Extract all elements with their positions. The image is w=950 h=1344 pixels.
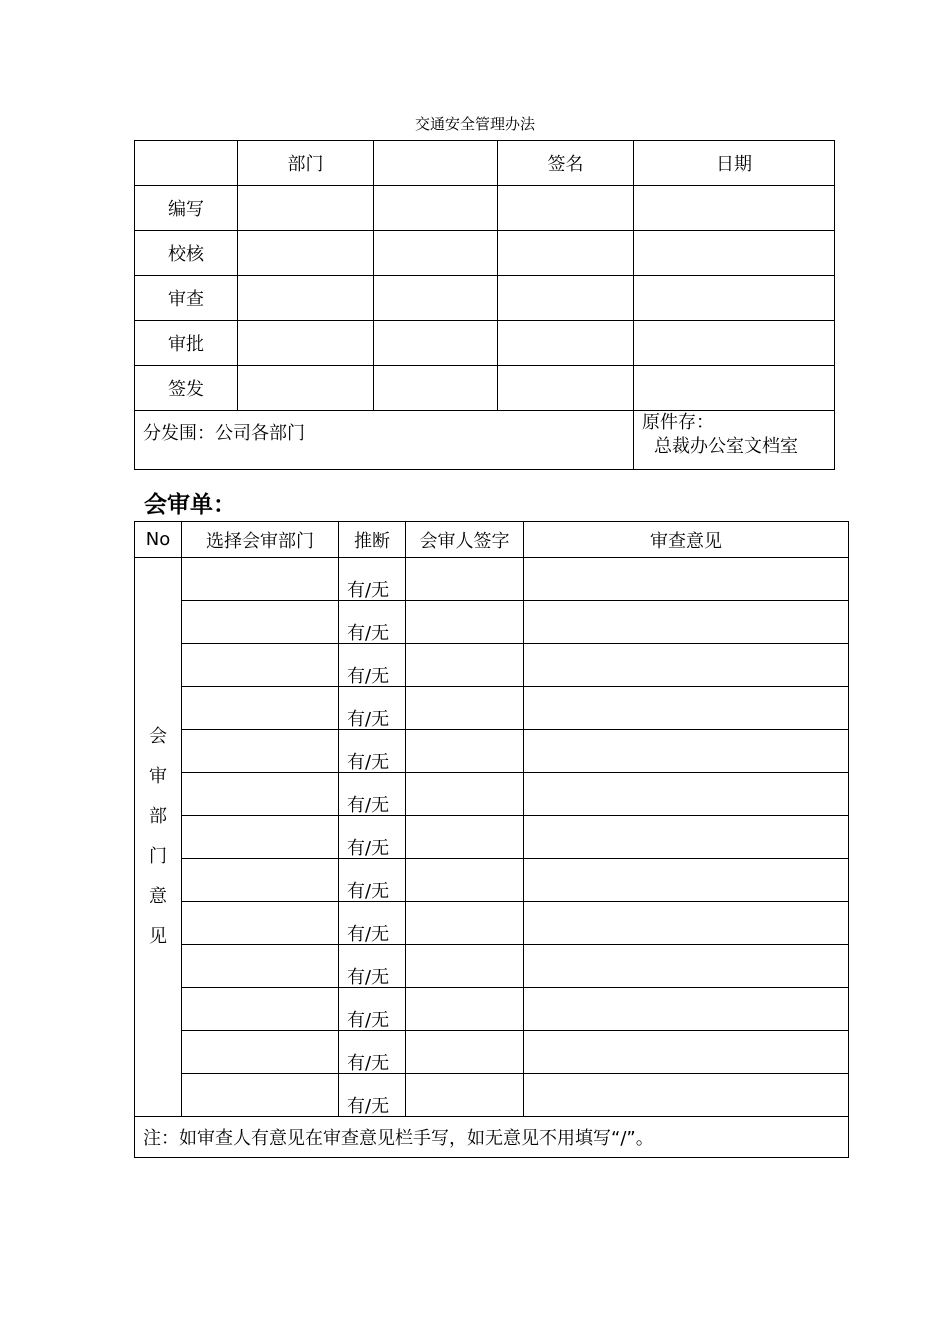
review-heading: 会审单： [144,492,236,518]
review-opinion-input[interactable] [524,988,849,1031]
review-opinion-input[interactable] [524,1031,849,1074]
row-label-check: 校核 [135,231,238,276]
cell-input[interactable] [374,231,498,276]
has-none-text: 有/无 [347,967,390,988]
has-none-text: 有/无 [347,1010,390,1031]
review-row [135,687,849,730]
review-opinion-input[interactable] [524,730,849,773]
reviewer-signature-input[interactable] [406,902,524,945]
has-none-text: 有/无 [347,1096,390,1117]
has-none-text: 有/无 [347,924,390,945]
department-input[interactable] [182,644,339,687]
approval-footer-row [135,411,835,470]
side-label-char: 部 [149,806,167,827]
review-row [135,601,849,644]
header-cell-blank [135,141,238,186]
review-opinion-input[interactable] [524,1074,849,1117]
reviewer-signature-input[interactable] [406,687,524,730]
review-opinion-input[interactable] [524,902,849,945]
col-header-opinion: 审查意见 [524,522,849,558]
header-cell-department-value [374,141,498,186]
reviewer-signature-input[interactable] [406,1074,524,1117]
header-cell-signature: 签名 [498,141,634,186]
document-title: 交通安全管理办法 [414,115,535,133]
original-storage-location: 总裁办公室文档室 [654,436,798,457]
side-label-char: 会 [149,726,167,747]
reviewer-signature-input[interactable] [406,988,524,1031]
reviewer-signature-input[interactable] [406,773,524,816]
cell-input[interactable] [634,366,835,411]
has-none-text: 有/无 [347,666,390,687]
side-label-char: 意 [149,886,167,907]
has-none-choice[interactable] [339,687,406,730]
has-none-choice[interactable] [339,1074,406,1117]
cell-input[interactable] [374,276,498,321]
department-input[interactable] [182,859,339,902]
cell-input[interactable] [498,231,634,276]
review-row [135,1074,849,1117]
side-label-char: 见 [149,926,167,947]
cell-input[interactable] [238,321,374,366]
review-opinion-input[interactable] [524,816,849,859]
cell-input[interactable] [498,276,634,321]
cell-input[interactable] [634,321,835,366]
row-label-issue: 签发 [135,366,238,411]
cell-input[interactable] [634,186,835,231]
department-input[interactable] [182,1074,339,1117]
col-header-judgement: 推断 [339,522,406,558]
has-none-choice[interactable] [339,773,406,816]
approval-header-row [135,141,835,186]
review-row [135,730,849,773]
department-input[interactable] [182,988,339,1031]
has-none-choice[interactable] [339,816,406,859]
department-input[interactable] [182,558,339,601]
review-row [135,859,849,902]
department-input[interactable] [182,730,339,773]
department-input[interactable] [182,601,339,644]
review-opinion-input[interactable] [524,644,849,687]
review-opinion-input[interactable] [524,687,849,730]
cell-input[interactable] [238,186,374,231]
has-none-text: 有/无 [347,881,390,902]
has-none-text: 有/无 [347,795,390,816]
cell-input[interactable] [374,186,498,231]
has-none-text: 有/无 [347,838,390,859]
department-input[interactable] [182,816,339,859]
reviewer-signature-input[interactable] [406,1031,524,1074]
cell-input[interactable] [498,186,634,231]
reviewer-signature-input[interactable] [406,558,524,601]
review-row [135,773,849,816]
review-row [135,1031,849,1074]
review-row [135,945,849,988]
department-input[interactable] [182,773,339,816]
approval-row [135,186,835,231]
cell-input[interactable] [238,231,374,276]
review-note-row [135,1117,849,1158]
header-cell-date: 日期 [634,141,835,186]
cell-input[interactable] [374,321,498,366]
side-label-char: 审 [149,766,167,787]
has-none-choice[interactable] [339,1031,406,1074]
has-none-choice[interactable] [339,902,406,945]
review-row [135,988,849,1031]
department-input[interactable] [182,945,339,988]
has-none-choice[interactable] [339,945,406,988]
review-row [135,816,849,859]
review-side-label [135,558,182,1117]
col-header-department: 选择会审部门 [182,522,339,558]
reviewer-signature-input[interactable] [406,601,524,644]
original-storage [634,411,835,470]
has-none-text: 有/无 [347,752,390,773]
review-row [135,558,849,601]
review-opinion-input[interactable] [524,773,849,816]
approval-row [135,231,835,276]
cell-input[interactable] [374,366,498,411]
approval-row [135,366,835,411]
review-row [135,902,849,945]
review-opinion-input[interactable] [524,859,849,902]
has-none-choice[interactable] [339,644,406,687]
review-opinion-input[interactable] [524,945,849,988]
col-header-no: No [135,522,182,558]
has-none-choice[interactable] [339,601,406,644]
department-input[interactable] [182,902,339,945]
approval-row [135,321,835,366]
cell-input[interactable] [634,231,835,276]
review-header-row [135,522,849,558]
row-label-write: 编写 [135,186,238,231]
col-header-signature: 会审人签字 [406,522,524,558]
row-label-review: 审查 [135,276,238,321]
cell-input[interactable] [498,321,634,366]
review-opinion-input[interactable] [524,601,849,644]
has-none-choice[interactable] [339,730,406,773]
header-cell-department: 部门 [238,141,374,186]
cell-input[interactable] [238,366,374,411]
has-none-choice[interactable] [339,988,406,1031]
approval-row [135,276,835,321]
side-label-char: 门 [149,846,167,867]
original-storage-label: 原件存： [642,412,714,433]
has-none-choice[interactable] [339,859,406,902]
review-opinion-input[interactable] [524,558,849,601]
reviewer-signature-input[interactable] [406,644,524,687]
department-input[interactable] [182,687,339,730]
has-none-text: 有/无 [347,709,390,730]
reviewer-signature-input[interactable] [406,945,524,988]
review-row [135,644,849,687]
cell-input[interactable] [634,276,835,321]
row-label-approve: 审批 [135,321,238,366]
cell-input[interactable] [498,366,634,411]
distribution-scope: 分发围：公司各部门 [135,411,634,470]
has-none-choice[interactable] [339,558,406,601]
approval-table [134,140,835,470]
reviewer-signature-input[interactable] [406,859,524,902]
reviewer-signature-input[interactable] [406,730,524,773]
department-input[interactable] [182,1031,339,1074]
has-none-text: 有/无 [347,580,390,601]
review-note: 注：如审查人有意见在审查意见栏手写，如无意见不用填写“/”。 [135,1117,849,1158]
cell-input[interactable] [238,276,374,321]
reviewer-signature-input[interactable] [406,816,524,859]
has-none-text: 有/无 [347,623,390,644]
has-none-text: 有/无 [347,1053,390,1074]
review-table [134,521,849,1158]
